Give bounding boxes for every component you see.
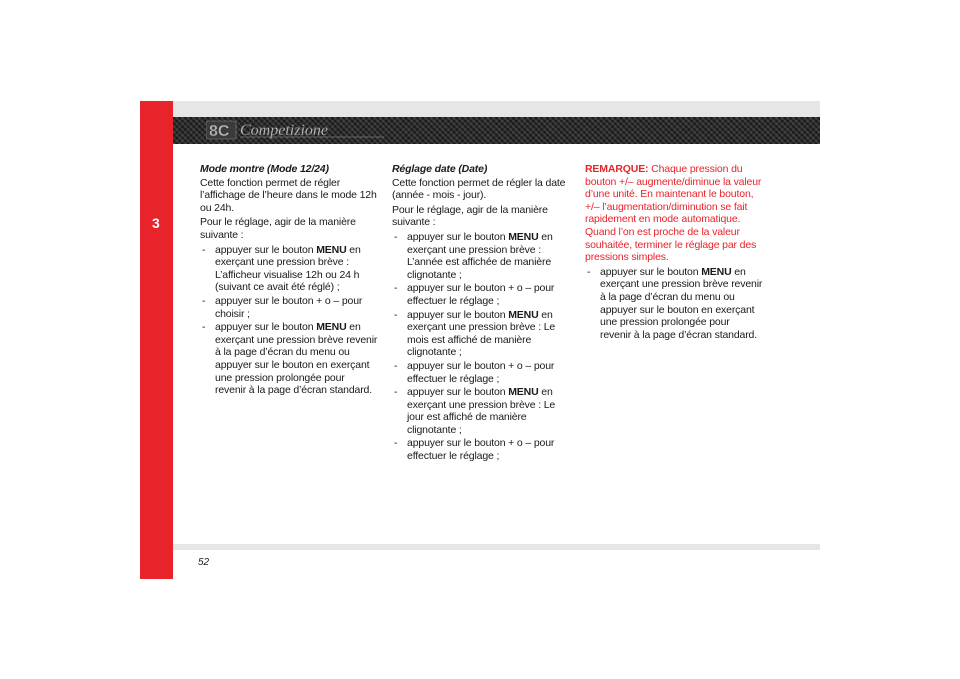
step-item: - appuyer sur le bouton MENU en exerçant une pression brève : L’afficheur visualise 12h ou 24 h (suivant ce avait été réglé) ; <box>200 244 378 294</box>
step-item: - appuyer sur le bouton + o – pour choisir ; <box>200 295 378 320</box>
step-list <box>392 231 570 463</box>
step-item: - appuyer sur le bouton MENU en exerçant une pression brève : L’année est affichée de manière clignotante ; <box>392 231 570 281</box>
note-text: Chaque pression du bouton +/– augmente/diminue la valeur d’une unité. En maintenant le bouton, +/– l’augmentation/diminution se fait rapidement en mode automatique. Quand l’on est proche de la valeur souhaitée, terminer le réglage par des pressions simples. <box>585 163 762 264</box>
step-item: - appuyer sur le bouton MENU en exerçant une pression brève revenir à la page d’écran du menu ou appuyer sur le bouton en exerçant une pression prolongée pour revenir à la page d’écran standard. <box>200 321 378 397</box>
header-band <box>173 101 820 117</box>
section-intro: Cette fonction permet de régler la date (année - mois - jour). <box>392 176 566 202</box>
step-item: - appuyer sur le bouton + o – pour effectuer le réglage ; <box>392 437 570 462</box>
section-lead: Pour le réglage, agir de la manière suivante : <box>392 203 548 229</box>
column-note <box>585 163 763 342</box>
step-list <box>200 244 378 397</box>
column-watch-mode <box>200 163 378 398</box>
step-item: - appuyer sur le bouton MENU en exerçant une pression brève revenir à la page d’écran du menu ou appuyer sur le bouton en exerçant une pression prolongée pour revenir à la page d’écran standard. <box>585 266 763 342</box>
step-list <box>585 266 763 342</box>
step-item: - appuyer sur le bouton + o – pour effectuer le réglage ; <box>392 282 570 307</box>
step-item: - appuyer sur le bouton MENU en exerçant une pression brève : Le mois est affiché de manière clignotante ; <box>392 309 570 359</box>
section-intro: Cette fonction permet de régler l’affichage de l’heure dans le mode 12h ou 24h. <box>200 176 377 214</box>
section-title: Mode montre (Mode 12/24) <box>200 163 329 175</box>
step-item: - appuyer sur le bouton MENU en exerçant une pression brève : Le jour est affiché de manière clignotante ; <box>392 386 570 436</box>
chapter-number: 3 <box>152 215 160 231</box>
page-number: 52 <box>198 557 210 568</box>
svg-text:Competizione: Competizione <box>240 122 328 139</box>
column-date-setting <box>392 163 570 464</box>
footer-band <box>173 544 820 550</box>
note-paragraph <box>585 163 763 264</box>
section-lead: Pour le réglage, agir de la manière suivante : <box>200 216 356 241</box>
brand-logo <box>206 120 386 140</box>
section-title: Réglage date (Date) <box>392 163 488 175</box>
step-item: - appuyer sur le bouton + o – pour effectuer le réglage ; <box>392 360 570 385</box>
chapter-side-tab <box>140 101 173 579</box>
note-label: REMARQUE: <box>585 163 649 175</box>
svg-text:8C: 8C <box>209 123 230 140</box>
